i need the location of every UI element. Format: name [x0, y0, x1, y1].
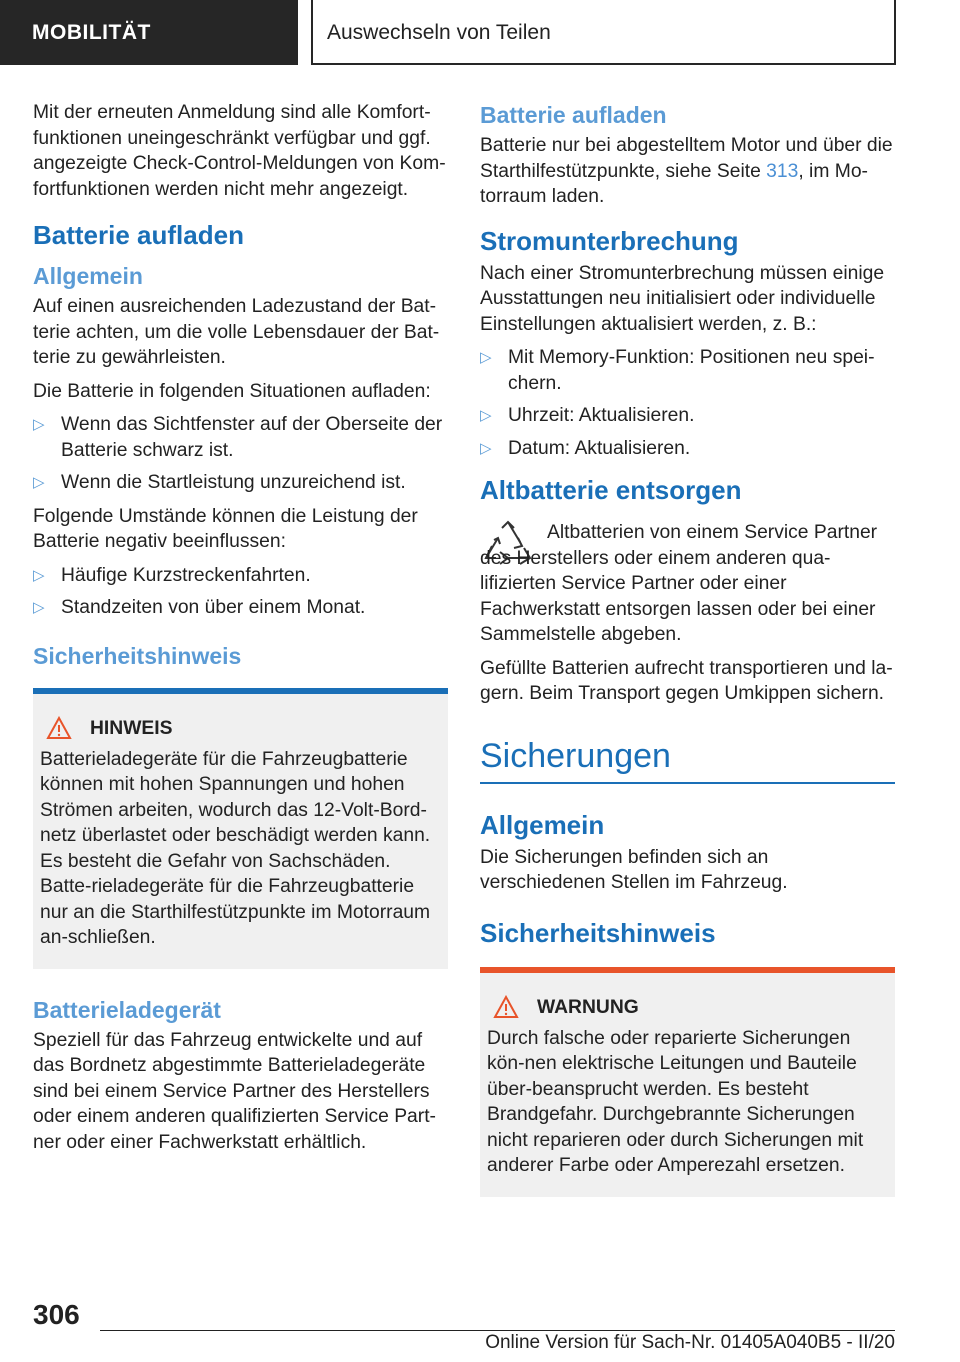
list-item: ▷ Wenn die Startleistung unzureichend ist.: [33, 470, 448, 496]
triangle-bullet-icon: ▷: [480, 349, 492, 366]
heading-sicherungen: Sicherungen: [480, 737, 895, 784]
list-item: ▷ Mit Memory-Funktion: Positionen neu spei-chern.: [480, 347, 875, 394]
paragraph-allgemein-right: Die Sicherungen befinden sich an verschiedenen Stellen im Fahrzeug.: [480, 846, 788, 893]
heading-batterieladegeraet: Batterieladegerät: [33, 996, 221, 1023]
footer-text: Online Version für Sach-Nr. 01405A040B5 - II/20: [485, 1332, 895, 1353]
paragraph-altbatterie: Altbatterien von einem Service Partner des Herstellers oder einem anderen qua-lifizierten Service Partner oder einer Fachwerkstatt entsorgen lassen oder bei einer Sammelstelle abgeben.: [480, 522, 878, 645]
heading-sicherheitshinweis-right: Sicherheitshinweis: [480, 917, 716, 948]
heading-altbatterie: Altbatterie entsorgen: [480, 475, 742, 505]
warning-triangle-icon: [46, 716, 72, 740]
list-situationen: [33, 412, 448, 496]
warning-triangle-icon: [493, 995, 519, 1019]
warnung-box: [480, 967, 895, 1197]
triangle-bullet-icon: ▷: [480, 439, 492, 457]
hinweis-title: HINWEIS: [40, 716, 440, 741]
page-number: 306: [33, 1299, 80, 1330]
list-umstaende: [33, 563, 448, 621]
paragraph-batterie-right: Batterie nur bei abgestelltem Motor und über die Starthilfestützpunkte, siehe Seite 313, im Mo-torraum laden.: [480, 135, 893, 207]
heading-allgemein: Allgemein: [33, 263, 143, 289]
paragraph-altbatterie-2: Gefüllte Batterien aufrecht transportieren und la-gern. Beim Transport gegen Umkippen sichern.: [480, 657, 893, 704]
heading-batterie-aufladen: Batterie aufladen: [33, 220, 244, 250]
header-section: MOBILITÄT: [0, 0, 298, 65]
paragraph-umstaende: Folgende Umstände können die Leistung der Batterie negativ beeinflussen:: [33, 505, 418, 552]
intro-paragraph: Mit der erneuten Anmeldung sind alle Komfort-funktionen uneingeschränkt verfügbar und ggf. angezeigte Check-Control-Meldungen von Kom-fortfunktionen werden nicht mehr angezeigt.: [33, 102, 446, 200]
footer-divider: [100, 1330, 895, 1331]
heading-batterie-aufladen-right: Batterie aufladen: [480, 102, 667, 128]
hinweis-box: [33, 688, 448, 969]
warnung-title: WARNUNG: [487, 995, 887, 1020]
right-column: [480, 100, 895, 1197]
left-column: [33, 100, 448, 1163]
triangle-bullet-icon: ▷: [33, 474, 45, 491]
hinweis-text: Batterieladegeräte für die Fahrzeugbatterie können mit hohen Spannungen und hohen Strömen arbeiten, wodurch das 12-Volt-Bord-netz überlastet oder beschädigt werden kann. Es besteht die Gefahr von Sachschäden. Batte-rieladegeräte für die Fahrzeugbatterie nur an die Starthilfestützpunkte im Motorraum an-schließen.: [40, 748, 431, 948]
heading-sicherheitshinweis: Sicherheitshinweis: [33, 642, 242, 669]
triangle-bullet-icon: ▷: [480, 407, 492, 424]
list-strom: [480, 345, 895, 461]
paragraph-strom: Nach einer Stromunterbrechung müssen einige Ausstattungen neu initialisiert oder individuelle Einstellungen aktualisiert werden, z. B.:: [480, 262, 885, 335]
header-chapter: Auswechseln von Teilen: [311, 0, 896, 65]
list-item: ▷ Uhrzeit: Aktualisieren.: [480, 403, 895, 429]
heading-allgemein-right: Allgemein: [480, 809, 605, 840]
triangle-bullet-icon: ▷: [33, 416, 45, 433]
triangle-bullet-icon: ▷: [33, 599, 45, 616]
list-item: ▷ Datum: Aktualisieren.: [480, 436, 895, 462]
warnung-text: Durch falsche oder reparierte Sicherungen kön-nen elektrische Leitungen und Bauteile über-beansprucht werden. Es besteht Brandgefahr. Durchgebrannte Sicherungen nicht reparieren oder durch Sicherungen mit anderer Farbe oder Amperezahl ersetzen.: [487, 1027, 864, 1176]
list-item: ▷ Häufige Kurzstreckenfahrten.: [33, 563, 448, 589]
paragraph-ladegeraet: Speziell für das Fahrzeug entwickelte und auf das Bordnetz abgestimmte Batterieladegeräte sind bei einem Service Partner des Herstellers oder einem anderen qualifizierten Service Part-ner oder einer Fachwerkstatt erhältlich.: [33, 1029, 436, 1153]
paragraph-situationen: Die Batterie in folgenden Situationen aufladen:: [33, 380, 431, 402]
list-item: ▷ Standzeiten von über einem Monat.: [33, 595, 448, 621]
triangle-bullet-icon: ▷: [33, 566, 45, 584]
page-link-313[interactable]: 313: [766, 160, 799, 182]
heading-stromunterbrechung: Stromunterbrechung: [480, 225, 739, 256]
list-item: ▷ Wenn das Sichtfenster auf der Oberseite der Batterie schwarz ist.: [33, 414, 443, 461]
paragraph-allgemein: Auf einen ausreichenden Ladezustand der Bat-terie achten, um die volle Lebensdauer der Bat-terie zu gewährleisten.: [33, 296, 440, 368]
